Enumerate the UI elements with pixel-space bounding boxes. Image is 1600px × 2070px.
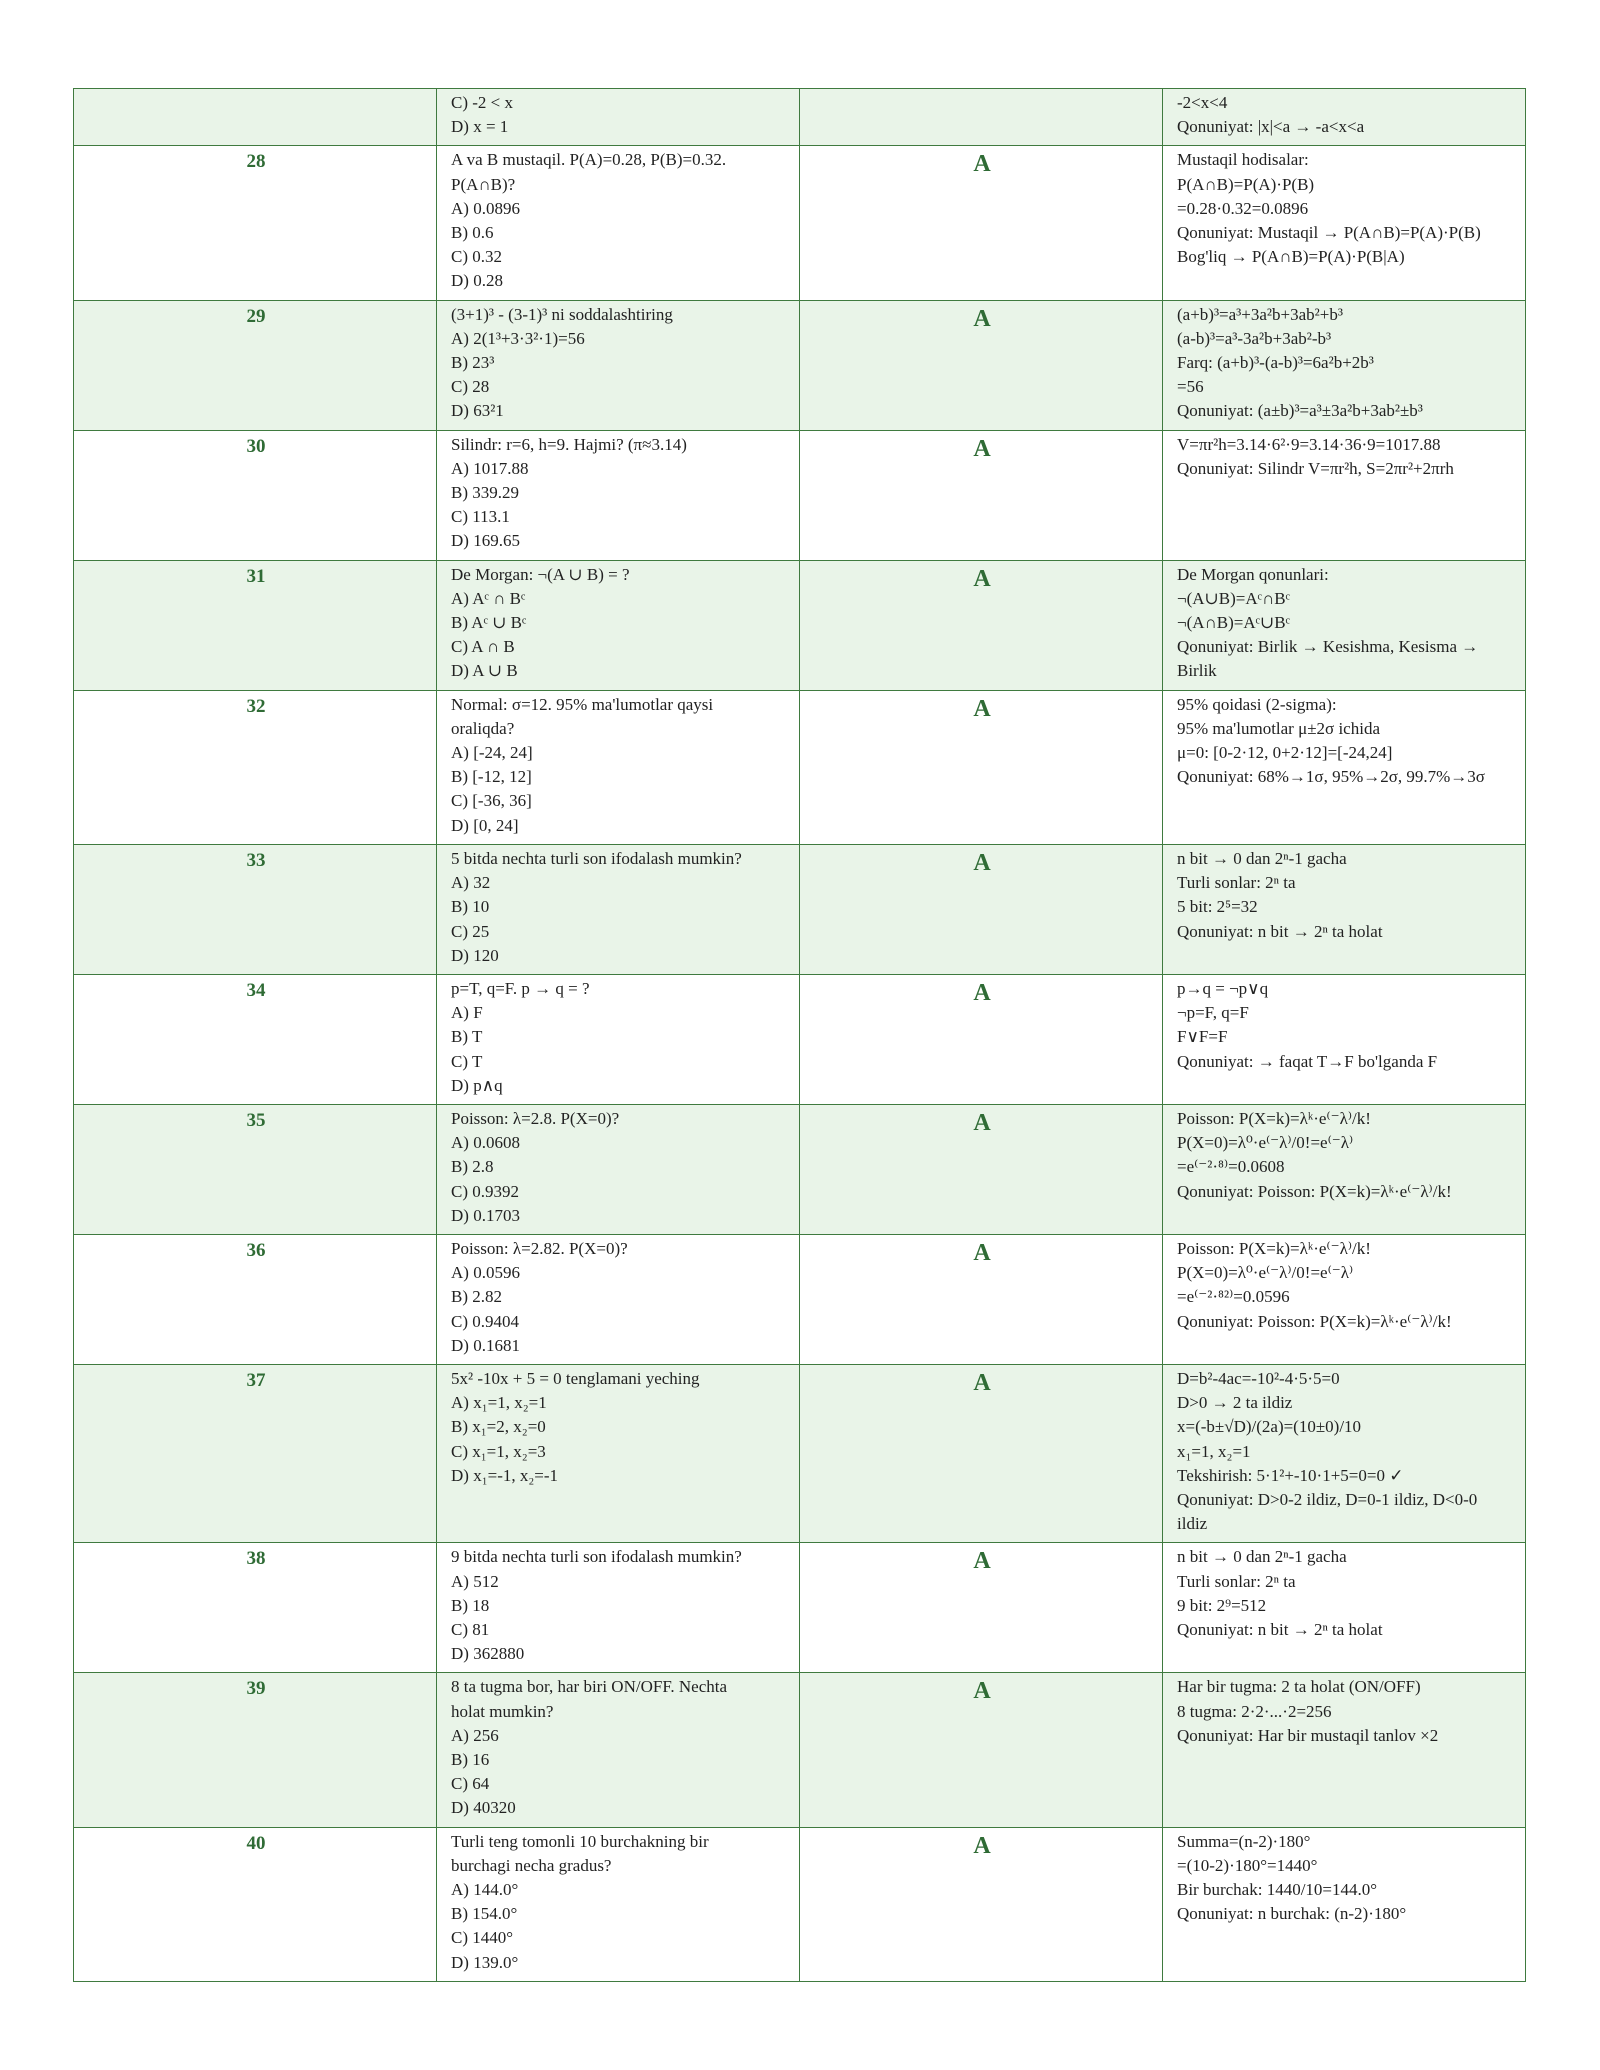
explanation-line: μ=0: [0-2·12, 0+2·12]=[-24,24] bbox=[1177, 743, 1393, 763]
question-number: 29 bbox=[74, 300, 437, 430]
explanation-line: V=πr²h=3.14·6²·9=3.14·36·9=1017.88 bbox=[1177, 434, 1441, 454]
explanation-line: Turli sonlar: 2ⁿ ta bbox=[1177, 873, 1296, 893]
explanation-line: Summa=(n-2)·180° bbox=[1177, 1831, 1311, 1851]
question-line: B) 339.29 bbox=[451, 483, 519, 503]
question-line: P(A∩B)? bbox=[451, 174, 516, 194]
question-line: C) 0.32 bbox=[451, 247, 502, 267]
table-row bbox=[74, 1104, 1526, 1234]
explanation-line: -2<x<4 bbox=[1177, 93, 1228, 112]
question-line: D) A ∪ B bbox=[451, 661, 518, 681]
explanation-line: De Morgan qonunlari: bbox=[1177, 564, 1329, 584]
explanation-line: Farq: (a+b)³-(a-b)³=6a²b+2b³ bbox=[1177, 353, 1374, 373]
question-cell bbox=[437, 1673, 800, 1827]
explanation-cell bbox=[1163, 430, 1526, 560]
question-number: 33 bbox=[74, 844, 437, 974]
question-text: 5 bitda nechta turli son ifodalash mumkin? bbox=[451, 848, 742, 868]
explanation-line: P(X=0)=λ⁰·e⁽⁻λ⁾/0!=e⁽⁻λ⁾ bbox=[1177, 1133, 1354, 1153]
correct-answer: A bbox=[800, 1543, 1163, 1673]
question-line: D) x = 1 bbox=[451, 117, 509, 137]
correct-answer: A bbox=[800, 1364, 1163, 1542]
question-number: 40 bbox=[74, 1827, 437, 1981]
question-text: Normal: σ=12. 95% ma'lumotlar qaysi bbox=[451, 694, 714, 714]
explanation-cell bbox=[1163, 1543, 1526, 1673]
explanation-line: =e⁽⁻²·⁸⁾=0.0608 bbox=[1177, 1157, 1285, 1177]
question-number: 38 bbox=[74, 1543, 437, 1673]
question-line: B) 18 bbox=[451, 1595, 490, 1615]
question-line: B) 10 bbox=[451, 897, 490, 917]
answer-table bbox=[73, 88, 1526, 1982]
correct-answer: A bbox=[800, 1104, 1163, 1234]
question-line: A) 256 bbox=[451, 1725, 499, 1745]
question-text: De Morgan: ¬(A ∪ B) = ? bbox=[451, 564, 630, 584]
question-number: 28 bbox=[74, 146, 437, 300]
question-line: B) 16 bbox=[451, 1750, 490, 1769]
question-text: Poisson: λ=2.8. P(X=0)? bbox=[451, 1108, 620, 1128]
question-line: D) 40320 bbox=[451, 1798, 516, 1818]
correct-answer: A bbox=[800, 974, 1163, 1104]
correct-answer: A bbox=[800, 1827, 1163, 1981]
question-line: C) 81 bbox=[451, 1619, 490, 1639]
question-line: A) 2(1³+3·3²·1)=56 bbox=[451, 328, 585, 348]
question-cell bbox=[437, 1104, 800, 1234]
explanation-cell bbox=[1163, 1673, 1526, 1827]
correct-answer: A bbox=[800, 560, 1163, 690]
explanation-line: ¬(A∩B)=Aᶜ∪Bᶜ bbox=[1177, 613, 1290, 633]
question-line: D) 0.28 bbox=[451, 271, 503, 291]
question-line: B) 154.0° bbox=[451, 1904, 518, 1924]
question-line: B) Aᶜ ∪ Bᶜ bbox=[451, 613, 527, 633]
explanation-line: 5 bit: 2⁵=32 bbox=[1177, 897, 1258, 917]
question-line: C) A ∩ B bbox=[451, 637, 515, 657]
explanation-line: ¬p=F, q=F bbox=[1177, 1003, 1249, 1023]
table-row bbox=[74, 1673, 1526, 1827]
explanation-line: =0.28·0.32=0.0896 bbox=[1177, 198, 1309, 218]
explanation-line: Qonuniyat: (a±b)³=a³±3a²b+3ab²±b³ bbox=[1177, 401, 1423, 421]
explanation-cell bbox=[1163, 146, 1526, 300]
explanation-line: Qonuniyat: Poisson: P(X=k)=λᵏ·e⁽⁻λ⁾/k! bbox=[1177, 1181, 1452, 1201]
question-text: 8 ta tugma bor, har biri ON/OFF. Nechta bbox=[451, 1677, 728, 1697]
question-line: A) [-24, 24] bbox=[451, 743, 533, 763]
table-row bbox=[74, 89, 1526, 146]
table-row bbox=[74, 1364, 1526, 1542]
question-line: B) 23³ bbox=[451, 353, 495, 373]
question-line: A) 0.0596 bbox=[451, 1263, 520, 1283]
question-line: C) [-36, 36] bbox=[451, 791, 532, 811]
correct-answer: A bbox=[800, 430, 1163, 560]
explanation-line: Qonuniyat: n burchak: (n-2)·180° bbox=[1177, 1904, 1407, 1924]
question-number: 36 bbox=[74, 1234, 437, 1364]
explanation-line: Bog'liq → P(A∩B)=P(A)·P(B|A) bbox=[1177, 247, 1405, 267]
explanation-line: F∨F=F bbox=[1177, 1027, 1228, 1047]
question-line: A) 0.0896 bbox=[451, 198, 520, 218]
question-line: A) 512 bbox=[451, 1571, 499, 1591]
question-line: D) 169.65 bbox=[451, 531, 520, 551]
table-row bbox=[74, 146, 1526, 300]
question-line: B) 0.6 bbox=[451, 223, 494, 243]
question-cell bbox=[437, 89, 800, 146]
question-line: C) 64 bbox=[451, 1774, 490, 1794]
explanation-line: P(X=0)=λ⁰·e⁽⁻λ⁾/0!=e⁽⁻λ⁾ bbox=[1177, 1263, 1354, 1283]
explanation-line: x₁=1, x₂=1 bbox=[1177, 1441, 1251, 1461]
explanation-cell bbox=[1163, 1364, 1526, 1542]
explanation-line: n bit → 0 dan 2ⁿ-1 gacha bbox=[1177, 1547, 1347, 1567]
explanation-line: (a+b)³=a³+3a²b+3ab²+b³ bbox=[1177, 304, 1343, 324]
question-cell bbox=[437, 146, 800, 300]
explanation-line: Qonuniyat: n bit → 2ⁿ ta holat bbox=[1177, 921, 1383, 941]
table-row bbox=[74, 1234, 1526, 1364]
correct-answer: A bbox=[800, 690, 1163, 844]
table-body bbox=[74, 89, 1526, 1982]
question-line: C) 113.1 bbox=[451, 507, 510, 527]
question-text: (3+1)³ - (3-1)³ ni soddalashtiring bbox=[451, 304, 673, 324]
question-cell bbox=[437, 1234, 800, 1364]
explanation-line: x=(-b±√D)/(2a)=(10±0)/10 bbox=[1177, 1417, 1362, 1437]
question-text: 9 bitda nechta turli son ifodalash mumkin? bbox=[451, 1547, 742, 1567]
question-line: D) 362880 bbox=[451, 1644, 525, 1664]
question-line: A) 0.0608 bbox=[451, 1133, 520, 1153]
question-line: B) 2.8 bbox=[451, 1157, 494, 1177]
explanation-line: Turli sonlar: 2ⁿ ta bbox=[1177, 1571, 1296, 1591]
explanation-cell bbox=[1163, 690, 1526, 844]
question-line: C) T bbox=[451, 1051, 483, 1071]
explanation-line: =(10-2)·180°=1440° bbox=[1177, 1855, 1318, 1875]
question-number: 30 bbox=[74, 430, 437, 560]
question-line: D) 63²1 bbox=[451, 401, 504, 421]
question-line: A) 32 bbox=[451, 873, 491, 893]
question-line: D) 0.1703 bbox=[451, 1205, 520, 1225]
explanation-line: Qonuniyat: Birlik → Kesishma, Kesisma → bbox=[1177, 637, 1479, 657]
correct-answer: A bbox=[800, 300, 1163, 430]
question-line: C) 0.9392 bbox=[451, 1181, 519, 1201]
explanation-cell bbox=[1163, 89, 1526, 146]
explanation-line: Poisson: P(X=k)=λᵏ·e⁽⁻λ⁾/k! bbox=[1177, 1238, 1371, 1258]
question-text: p=T, q=F. p → q = ? bbox=[451, 978, 590, 998]
correct-answer: A bbox=[800, 844, 1163, 974]
question-line: D) 139.0° bbox=[451, 1952, 519, 1972]
explanation-cell bbox=[1163, 974, 1526, 1104]
explanation-line: Birlik bbox=[1177, 661, 1217, 681]
question-text: 5x² -10x + 5 = 0 tenglamani yeching bbox=[451, 1368, 700, 1388]
question-line: C) x₁=1, x₂=3 bbox=[451, 1441, 546, 1461]
explanation-line: 9 bit: 2⁹=512 bbox=[1177, 1595, 1267, 1615]
question-line: A) Aᶜ ∩ Bᶜ bbox=[451, 588, 526, 608]
question-cell bbox=[437, 1543, 800, 1673]
question-text: Silindr: r=6, h=9. Hajmi? (π≈3.14) bbox=[451, 434, 687, 454]
table-row bbox=[74, 560, 1526, 690]
explanation-line: p→q = ¬p∨q bbox=[1177, 978, 1269, 998]
explanation-line: Qonuniyat: Mustaqil → P(A∩B)=P(A)·P(B) bbox=[1177, 223, 1481, 243]
explanation-line: Poisson: P(X=k)=λᵏ·e⁽⁻λ⁾/k! bbox=[1177, 1108, 1371, 1128]
question-text: C) -2 < x bbox=[451, 93, 513, 112]
question-cell bbox=[437, 300, 800, 430]
question-line: A) x₁=1, x₂=1 bbox=[451, 1393, 547, 1413]
question-number: 34 bbox=[74, 974, 437, 1104]
explanation-line: Qonuniyat: Silindr V=πr²h, S=2πr²+2πrh bbox=[1177, 458, 1454, 478]
question-line: A) 144.0° bbox=[451, 1880, 519, 1900]
question-number: 39 bbox=[74, 1673, 437, 1827]
table-row bbox=[74, 844, 1526, 974]
question-text: Poisson: λ=2.82. P(X=0)? bbox=[451, 1238, 628, 1258]
table-row bbox=[74, 1827, 1526, 1981]
explanation-line: 8 tugma: 2·2·...·2=256 bbox=[1177, 1701, 1332, 1721]
question-cell bbox=[437, 1364, 800, 1542]
question-line: D) 120 bbox=[451, 945, 499, 965]
explanation-line: Qonuniyat: Poisson: P(X=k)=λᵏ·e⁽⁻λ⁾/k! bbox=[1177, 1311, 1452, 1331]
explanation-cell bbox=[1163, 1827, 1526, 1981]
explanation-line: Qonuniyat: 68%→1σ, 95%→2σ, 99.7%→3σ bbox=[1177, 767, 1485, 787]
explanation-cell bbox=[1163, 1234, 1526, 1364]
question-line: B) 2.82 bbox=[451, 1287, 502, 1307]
question-line: holat mumkin? bbox=[451, 1701, 554, 1721]
explanation-line: 95% ma'lumotlar μ±2σ ichida bbox=[1177, 718, 1380, 738]
explanation-line: =56 bbox=[1177, 377, 1204, 397]
explanation-line: n bit → 0 dan 2ⁿ-1 gacha bbox=[1177, 848, 1347, 868]
explanation-line: D>0 → 2 ta ildiz bbox=[1177, 1393, 1293, 1413]
explanation-cell bbox=[1163, 300, 1526, 430]
question-line: B) T bbox=[451, 1027, 483, 1047]
explanation-line: Qonuniyat: Har bir mustaqil tanlov ×2 bbox=[1177, 1725, 1439, 1745]
question-text: A va B mustaqil. P(A)=0.28, P(B)=0.32. bbox=[451, 150, 727, 170]
question-line: oraliqda? bbox=[451, 718, 515, 738]
explanation-line: 95% qoidasi (2-sigma): bbox=[1177, 694, 1337, 714]
question-line: D) x₁=-1, x₂=-1 bbox=[451, 1465, 559, 1485]
question-number: 31 bbox=[74, 560, 437, 690]
question-cell bbox=[437, 430, 800, 560]
question-number: 37 bbox=[74, 1364, 437, 1542]
explanation-line: Bir burchak: 1440/10=144.0° bbox=[1177, 1880, 1378, 1900]
explanation-line: Har bir tugma: 2 ta holat (ON/OFF) bbox=[1177, 1677, 1421, 1697]
table-row bbox=[74, 430, 1526, 560]
table-row bbox=[74, 974, 1526, 1104]
table-row bbox=[74, 1543, 1526, 1673]
question-line: D) [0, 24] bbox=[451, 815, 519, 835]
question-cell bbox=[437, 844, 800, 974]
question-line: C) 0.9404 bbox=[451, 1311, 519, 1331]
question-cell bbox=[437, 1827, 800, 1981]
correct-answer bbox=[800, 89, 1163, 146]
explanation-line: D=b²-4ac=-10²-4·5·5=0 bbox=[1177, 1368, 1340, 1388]
question-line: B) x₁=2, x₂=0 bbox=[451, 1417, 546, 1437]
question-line: C) 28 bbox=[451, 377, 490, 397]
question-line: D) p∧q bbox=[451, 1075, 503, 1095]
question-cell bbox=[437, 974, 800, 1104]
explanation-cell bbox=[1163, 1104, 1526, 1234]
explanation-line: ildiz bbox=[1177, 1514, 1208, 1534]
question-line: burchagi necha gradus? bbox=[451, 1855, 612, 1875]
correct-answer: A bbox=[800, 1673, 1163, 1827]
correct-answer: A bbox=[800, 1234, 1163, 1364]
question-line: C) 1440° bbox=[451, 1928, 514, 1948]
explanation-line: Qonuniyat: D>0-2 ildiz, D=0-1 ildiz, D<0-0 bbox=[1177, 1489, 1478, 1509]
question-line: C) 25 bbox=[451, 921, 490, 941]
explanation-line: ¬(A∪B)=Aᶜ∩Bᶜ bbox=[1177, 588, 1290, 608]
explanation-line: Mustaqil hodisalar: bbox=[1177, 150, 1309, 170]
explanation-line: P(A∩B)=P(A)·P(B) bbox=[1177, 174, 1315, 194]
correct-answer: A bbox=[800, 146, 1163, 300]
question-line: A) 1017.88 bbox=[451, 458, 529, 478]
table-row bbox=[74, 690, 1526, 844]
question-number: 35 bbox=[74, 1104, 437, 1234]
explanation-line: Qonuniyat: |x|<a → -a<x<a bbox=[1177, 117, 1365, 137]
question-cell bbox=[437, 560, 800, 690]
question-line: D) 0.1681 bbox=[451, 1335, 520, 1355]
explanation-cell bbox=[1163, 560, 1526, 690]
explanation-line: Tekshirish: 5·1²+-10·1+5=0=0 ✓ bbox=[1177, 1465, 1404, 1485]
table-row bbox=[74, 300, 1526, 430]
explanation-line: Qonuniyat: → faqat T→F bo'lganda F bbox=[1177, 1051, 1438, 1071]
question-number: 32 bbox=[74, 690, 437, 844]
explanation-line: =e⁽⁻²·⁸²⁾=0.0596 bbox=[1177, 1287, 1290, 1307]
question-text: Turli teng tomonli 10 burchakning bir bbox=[451, 1831, 709, 1851]
question-line: A) F bbox=[451, 1003, 483, 1023]
question-cell bbox=[437, 690, 800, 844]
explanation-cell bbox=[1163, 844, 1526, 974]
question-line: B) [-12, 12] bbox=[451, 767, 532, 787]
question-number bbox=[74, 89, 437, 146]
explanation-line: Qonuniyat: n bit → 2ⁿ ta holat bbox=[1177, 1619, 1383, 1639]
explanation-line: (a-b)³=a³-3a²b+3ab²-b³ bbox=[1177, 328, 1332, 348]
